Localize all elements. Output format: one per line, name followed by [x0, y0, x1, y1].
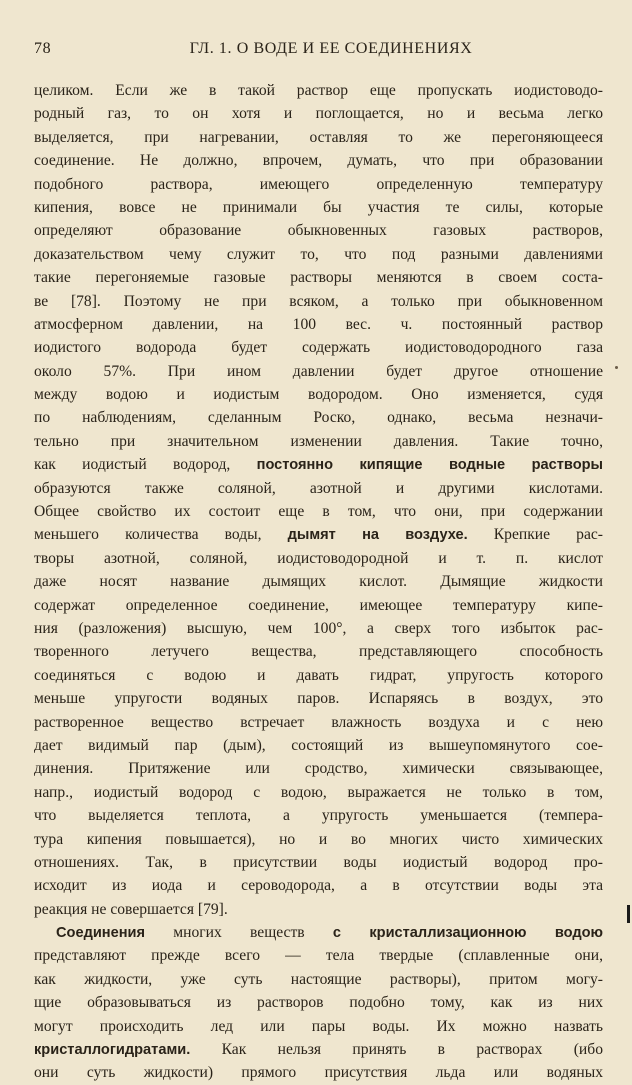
text-line [34, 173, 603, 196]
text-run: они суть жидкости) прямого присутствия льда или водяных [34, 1064, 603, 1082]
text-run: исходит из иода и сероводорода, а в отсутствии воды эта [34, 877, 603, 895]
text-run: дает видимый пар (дым), состоящий из вышеупомянутого сое- [34, 736, 603, 754]
text-run: меньше упругости водяных паров. Испаряясь в воздух, это [34, 690, 603, 708]
bold-term: с кристаллизационною водою [332, 925, 603, 942]
text-line [34, 313, 603, 336]
text-line [34, 711, 603, 734]
text-run: определяют образование обыкновенных газовых растворов, [34, 222, 603, 240]
text-run: Общее свойство их состоит еще в том, что они, при содержании [34, 503, 603, 521]
text-line [34, 102, 603, 125]
text-run: как жидкости, уже суть настоящие растворы), притом могу- [34, 970, 603, 988]
text-line [34, 944, 603, 967]
text-line [34, 968, 603, 991]
text-line [34, 406, 603, 429]
text-line [34, 336, 603, 359]
body-text [34, 79, 603, 1085]
text-run: атмосферном давлении, на 100 вес. ч. постоянный раствор [34, 315, 603, 333]
bold-term: Соединения [56, 925, 146, 942]
page-number: 78 [34, 40, 52, 57]
text-run: отношениях. Так, в присутствии воды иодистый водород про- [34, 853, 603, 871]
text-line [34, 851, 603, 874]
text-run: ния (разложения) высшую, чем 100°, а сверх того избыток рас- [34, 619, 603, 637]
text-line [34, 79, 603, 102]
text-run: даже носят название дымящих кислот. Дымящие жидкости [34, 573, 603, 591]
text-run: около 57%. При ином давлении будет другое отношение [34, 362, 603, 380]
text-line [34, 617, 603, 640]
text-run: меньшего количества воды, [34, 526, 288, 544]
text-run: творенного летучего вещества, представляющего способность [34, 643, 603, 661]
text-line [34, 874, 603, 897]
text-line [34, 523, 603, 546]
text-line [34, 290, 603, 313]
text-line [34, 664, 603, 687]
running-title: ГЛ. 1. О ВОДЕ И ЕЕ СОЕДИНЕНИЯХ [189, 40, 473, 57]
text-run: целиком. Если же в такой раствор еще пропускать иодистоводо- [34, 82, 603, 99]
text-run: соединяться с водою и давать гидрат, упругость которого [34, 666, 603, 684]
text-line [34, 898, 603, 921]
text-line [34, 734, 603, 757]
text-line [34, 360, 603, 383]
text-run: Крепкие рас- [467, 526, 603, 544]
text-line [34, 828, 603, 851]
text-run: такие перегоняемые газовые растворы меняются в своем соста- [34, 269, 603, 287]
text-run: по наблюдениям, сделанным Роско, однако, весьма незначи- [34, 409, 603, 427]
text-line [34, 991, 603, 1014]
text-line [34, 804, 603, 827]
text-run: динения. Притяжение или сродство, химически связывающее, [34, 760, 603, 778]
text-line [34, 219, 603, 242]
bold-term: кристаллогидратами. [34, 1042, 191, 1059]
text-run: реакция не совершается [79]. [34, 900, 228, 918]
text-line [34, 196, 603, 219]
text-line [34, 500, 603, 523]
text-line [34, 430, 603, 453]
text-run: представляют прежде всего — тела твердые (сплавленные они, [34, 947, 603, 965]
text-run: кипения, вовсе не принимали бы участия те силы, которые [34, 198, 603, 216]
text-line [34, 1038, 603, 1061]
text-run: Как нельзя принять в растворах (ибо [190, 1041, 603, 1059]
text-line [34, 126, 603, 149]
text-line [34, 266, 603, 289]
text-run: тельно при значительном изменении давления. Такие точно, [34, 432, 603, 450]
text-run: ве [78]. Поэтому не при всяком, а только при обыкновенном [34, 292, 603, 310]
text-line [34, 570, 603, 593]
text-run: между водою и иодистым водородом. Оно изменяется, судя [34, 386, 603, 404]
text-run: иодистого водорода будет содержать иодистоводородного газа [34, 339, 603, 357]
text-line [34, 1015, 603, 1038]
text-line [34, 687, 603, 710]
text-run: могут происходить лед или пары воды. Их можно назвать [34, 1017, 603, 1035]
text-line [34, 757, 603, 780]
bold-term: постоянно кипящие водные растворы [256, 457, 603, 474]
text-line [34, 383, 603, 406]
text-line [34, 1061, 603, 1084]
text-run: доказательством чему служит то, что под разными давлениями [34, 245, 603, 263]
edge-mark [627, 905, 630, 923]
text-line [34, 781, 603, 804]
text-line [34, 453, 603, 476]
text-run: подобного раствора, имеющего определенную температуру [34, 175, 603, 193]
text-line [34, 477, 603, 500]
text-run: содержат определенное соединение, имеющее температуру кипе- [34, 596, 603, 614]
text-run: образуются также соляной, азотной и другими кислотами. [34, 479, 603, 497]
text-line [34, 594, 603, 617]
text-run: щие образовываться из растворов подобно тому, как из них [34, 994, 603, 1012]
text-line [34, 243, 603, 266]
page-header [34, 40, 608, 62]
text-line [34, 921, 603, 944]
text-run: многих веществ [145, 924, 333, 942]
text-run: растворенное вещество встречает влажность воздуха и с нею [34, 713, 603, 731]
text-run: что выделяется теплота, а упругость уменьшается (темпера- [34, 807, 603, 825]
text-run: соединение. Не должно, впрочем, думать, что при образовании [34, 152, 603, 170]
text-line [34, 640, 603, 663]
margin-dot [615, 366, 618, 369]
text-line [34, 547, 603, 570]
text-run: выделяется, при нагревании, оставляя то же перегоняющееся [34, 128, 603, 146]
text-run: как иодистый водород, [34, 456, 257, 474]
bold-term: дымят на воздухе. [287, 527, 468, 544]
text-line [34, 149, 603, 172]
text-run: напр., иодистый водород с водою, выражается не только в том, [34, 783, 603, 801]
text-run: тура кипения повышается), но и во многих чисто химических [34, 830, 603, 848]
text-run: родный газ, то он хотя и поглощается, но и весьма легко [34, 105, 603, 123]
text-run: творы азотной, соляной, иодистоводородной и т. п. кислот [34, 549, 603, 567]
